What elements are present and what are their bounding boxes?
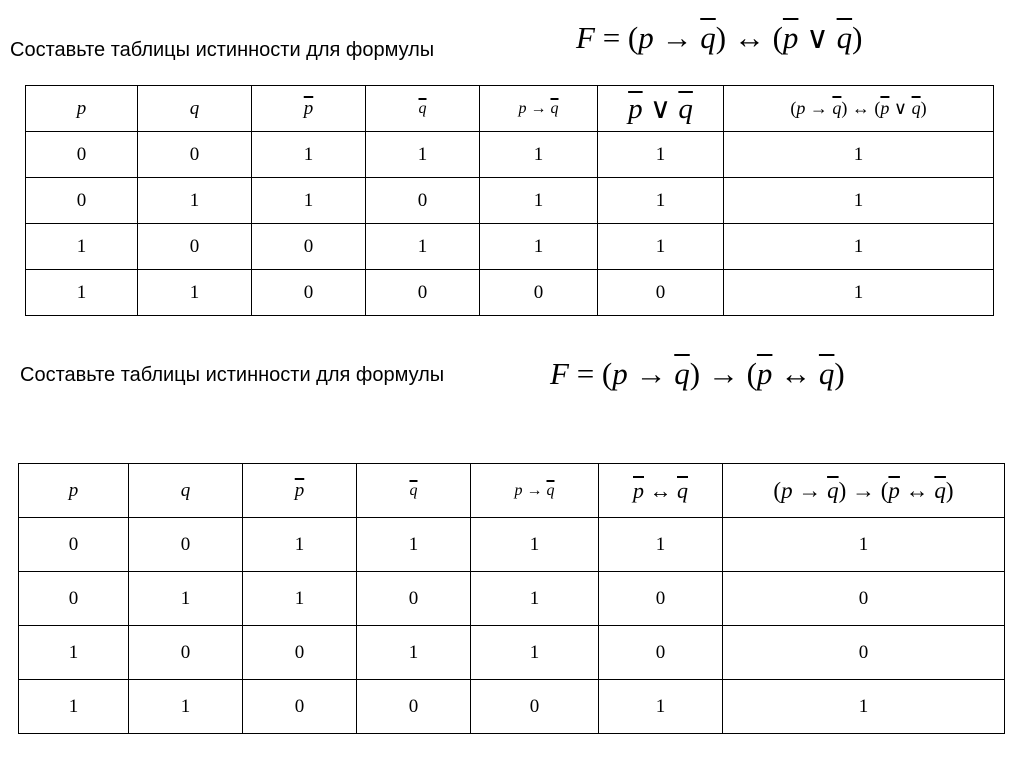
header-var-negated: $\overline{p}$ [628,93,643,125]
formula-eq: = [602,20,621,55]
table-cell: 0 [129,626,243,680]
header-var-negated: $\overline{p}$ [888,477,900,503]
table-cell: 1 [19,626,129,680]
table-cell: 1 [724,132,994,178]
header-full-formula [724,86,994,132]
header-not-p-symbol: $\overline{p}$ [303,97,314,119]
formula-var-negated: $\overline{q}$ [818,356,835,391]
header-var-negated: $\overline{q}$ [934,477,946,503]
header-var: p [781,477,793,503]
table-cell: 1 [724,224,994,270]
table-cell: 0 [26,178,138,224]
header-not-p [252,86,366,132]
table-row [19,518,1005,572]
table-cell: 0 [723,626,1005,680]
table-cell: 1 [598,132,724,178]
header-paren: ) [838,477,847,503]
formula-var-negated: $\overline{p}$ [756,356,773,391]
header-not-p-symbol: $\overline{p}$ [294,479,305,501]
table-cell: 0 [252,270,366,316]
table-cell: 0 [471,680,599,734]
table-row [26,224,994,270]
header-var-negated: $\overline{q}$ [550,99,559,117]
table-header-row [19,464,1005,518]
header-var-negated: $\overline{q}$ [911,98,921,118]
header-var-negated: $\overline{q}$ [832,98,842,118]
table-cell: 0 [599,572,723,626]
table-row [26,178,994,224]
header-op: ↔ [649,477,672,503]
header-paren: ( [773,477,782,503]
truth-table-2 [18,463,1005,734]
formula-var-negated: $\overline{q}$ [674,356,690,391]
table-cell: 1 [724,178,994,224]
table-cell: 1 [19,680,129,734]
formula-var: p [612,356,628,391]
header-var-negated: $\overline{q}$ [827,477,839,503]
formula-1 [576,20,862,56]
formula-paren: ) [689,356,701,391]
header-op: ∨ [893,98,908,118]
table-cell: 1 [138,270,252,316]
header-not-p-equiv-not-q [599,464,723,518]
formula-paren: ( [772,20,783,55]
formula-implies: → [661,20,693,55]
table-cell: 0 [243,626,357,680]
table-cell: 1 [599,518,723,572]
header-op: ↔ [905,477,929,503]
header-not-q [366,86,480,132]
truth-table-1 [25,85,994,316]
table-cell: 0 [366,270,480,316]
formula-paren: ( [746,356,757,391]
table-cell: 0 [366,178,480,224]
table-cell: 0 [26,132,138,178]
formula-paren: ) [715,20,727,55]
table-cell: 0 [480,270,598,316]
formula-var-negated: $\overline{p}$ [782,20,799,55]
header-op: ∨ [649,93,672,125]
formula-paren: ) [852,20,863,55]
formula-equiv: ↔ [780,356,812,391]
formula-paren: ) [834,356,845,391]
table-cell: 1 [129,680,243,734]
table-cell: 1 [480,132,598,178]
formula-var-negated: $\overline{q}$ [836,20,853,55]
table-row [26,132,994,178]
table-cell: 1 [471,572,599,626]
table-row [19,680,1005,734]
table-cell: 1 [723,680,1005,734]
formula-implies: → [707,356,739,391]
header-op: → [852,477,875,503]
table-cell: 1 [129,572,243,626]
header-not-q [357,464,471,518]
table-cell: 1 [599,680,723,734]
table-row [19,572,1005,626]
header-p: p [26,86,138,132]
table-cell: 1 [26,224,138,270]
header-paren: ( [790,98,797,118]
table-cell: 0 [723,572,1005,626]
table-cell: 0 [19,518,129,572]
table-cell: 0 [357,572,471,626]
table-cell: 1 [252,178,366,224]
header-q: q [129,464,243,518]
formula-paren: ( [601,356,613,391]
table-cell: 1 [366,224,480,270]
formula-or: ∨ [806,20,829,55]
table-cell: 0 [243,680,357,734]
table-cell: 0 [138,224,252,270]
header-op: ↔ [851,98,870,118]
header-not-p-or-not-q [598,86,724,132]
header-var-negated: $\overline{q}$ [677,477,688,503]
table-header-row [26,86,994,132]
formula-implies: → [635,356,667,391]
header-var-negated: $\overline{p}$ [633,477,644,503]
table-cell: 1 [724,270,994,316]
table-cell: 1 [471,626,599,680]
table-cell: 1 [366,132,480,178]
header-paren: ) [945,477,954,503]
header-p-implies-not-q [471,464,599,518]
header-var: p [796,98,806,118]
header-var-negated: $\overline{q}$ [678,93,693,125]
formula-var: p [638,20,654,55]
formula-var-negated: $\overline{q}$ [700,20,716,55]
header-paren: ( [874,98,881,118]
table-cell: 1 [598,178,724,224]
header-paren: ( [880,477,889,503]
header-paren: ) [841,98,848,118]
table-cell: 1 [480,224,598,270]
formula-2 [550,356,845,392]
table-cell: 1 [26,270,138,316]
header-q: q [138,86,252,132]
task-text-1: Составьте таблицы истинности для формулы [10,39,435,61]
header-op: → [526,481,543,499]
table-cell: 0 [138,132,252,178]
header-var-negated: $\overline{p}$ [880,98,890,118]
table-cell: 1 [357,518,471,572]
header-not-p [243,464,357,518]
formula-f: F [550,356,569,391]
table-cell: 1 [357,626,471,680]
table-cell: 0 [357,680,471,734]
header-var-negated: $\overline{q}$ [546,481,555,499]
table-cell: 1 [598,224,724,270]
task-text-2: Составьте таблицы истинности для формулы [20,364,445,386]
header-not-q-symbol: $\overline{q}$ [409,481,418,499]
formula-eq: = [576,356,595,391]
header-var: p [514,481,523,499]
table-cell: 0 [129,518,243,572]
table-cell: 1 [252,132,366,178]
formula-f: F [576,20,595,55]
formula-paren: ( [627,20,639,55]
table-row [26,270,994,316]
table-cell: 0 [598,270,724,316]
table-cell: 0 [252,224,366,270]
header-op: → [798,477,822,503]
header-op: → [530,99,547,117]
header-paren: ) [920,98,927,118]
table-cell: 0 [599,626,723,680]
header-p: p [19,464,129,518]
table-cell: 1 [480,178,598,224]
table-cell: 1 [243,572,357,626]
table-cell: 1 [723,518,1005,572]
header-not-q-symbol: $\overline{q}$ [418,99,427,117]
header-var: p [518,99,527,117]
header-full-formula [723,464,1005,518]
table-cell: 1 [243,518,357,572]
formula-equiv: ↔ [733,20,765,55]
table-cell: 1 [471,518,599,572]
table-row [19,626,1005,680]
table-cell: 1 [138,178,252,224]
header-p-implies-not-q [480,86,598,132]
table-cell: 0 [19,572,129,626]
header-op: → [809,98,828,118]
